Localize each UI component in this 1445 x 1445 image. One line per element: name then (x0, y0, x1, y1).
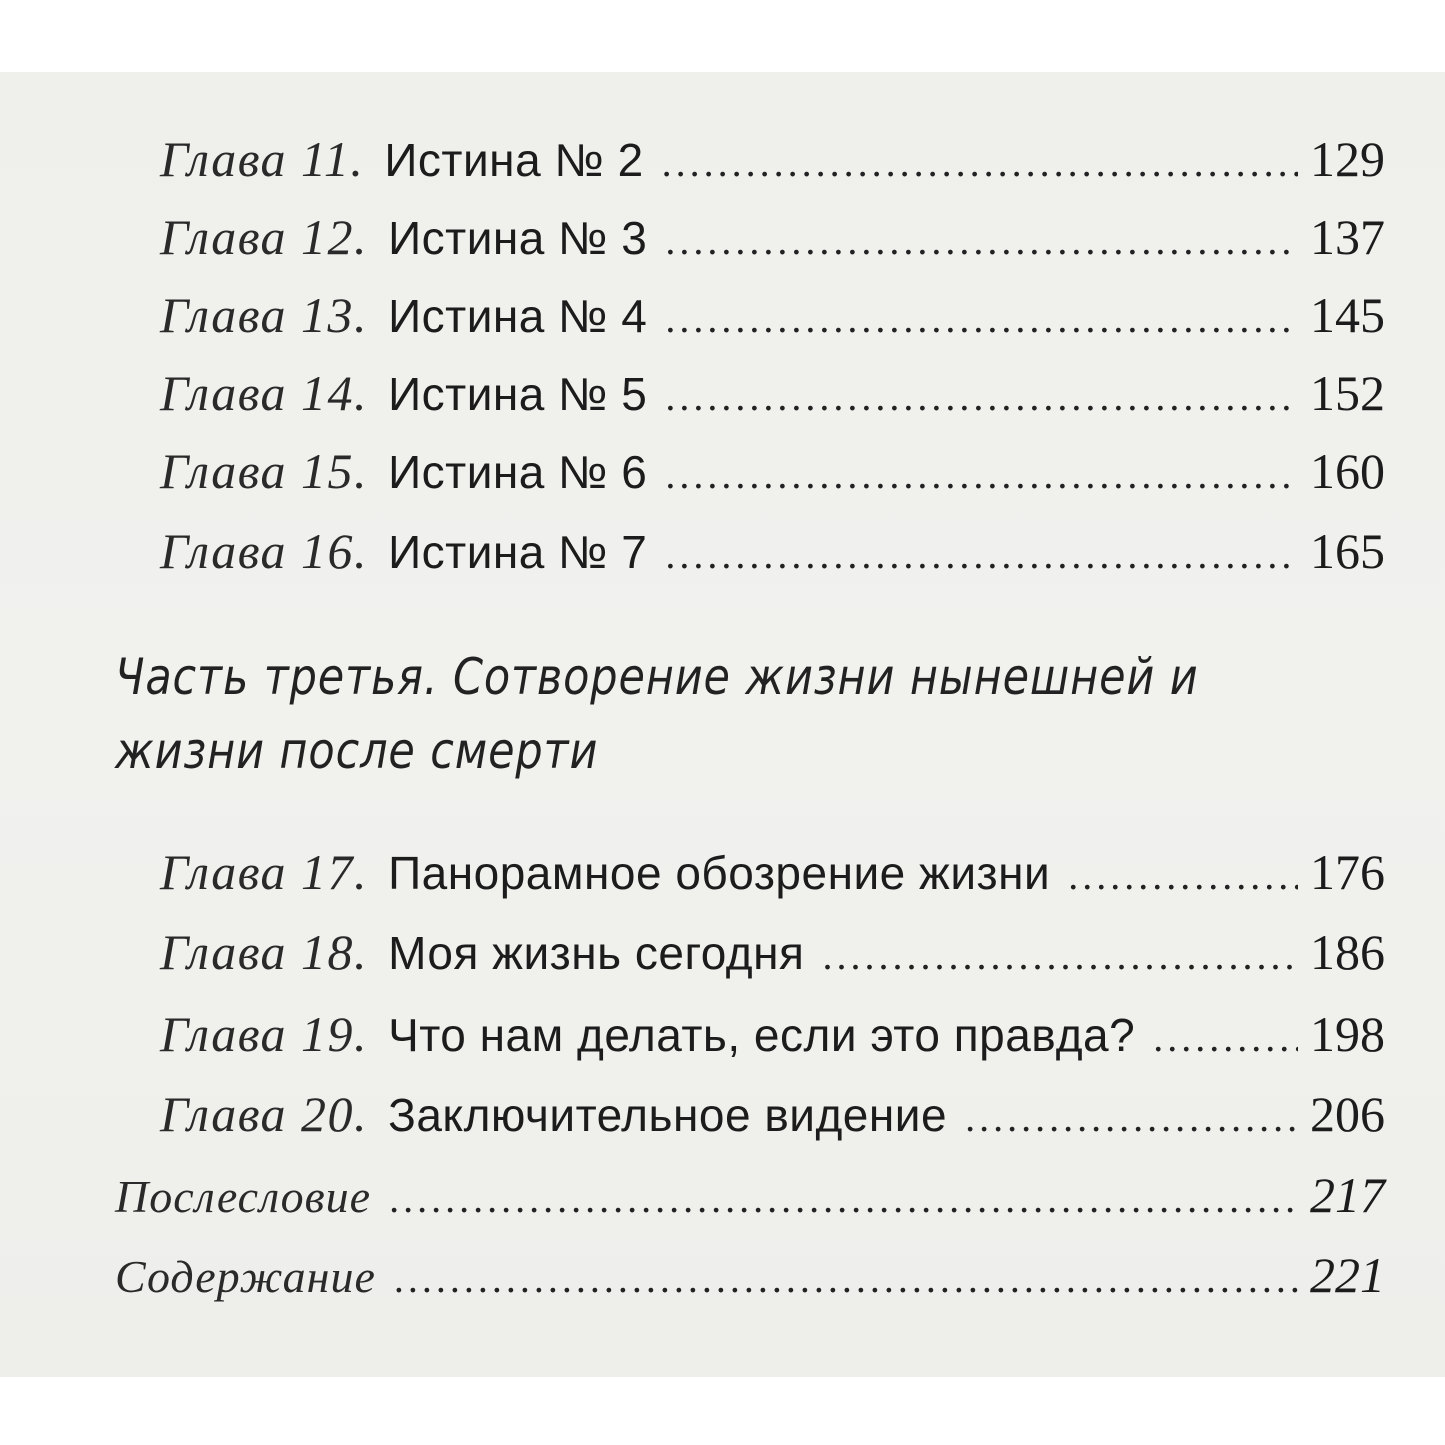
toc-entry-chapter-19 (160, 1004, 1385, 1068)
toc-entry-chapter-18 (160, 922, 1385, 986)
chapter-title: Панорамное обозрение жизни (388, 847, 1051, 899)
chapter-title: Истина № 7 (388, 526, 648, 578)
chapter-label: Глава 13. (160, 287, 369, 343)
chapter-title: Моя жизнь сегодня (388, 927, 805, 979)
chapter-title: Истина № 2 (384, 134, 644, 186)
toc-entry-chapter-20 (160, 1084, 1385, 1148)
dot-leader (665, 211, 1298, 271)
chapter-label: Глава 12. (160, 209, 369, 265)
dot-leader (1153, 1008, 1298, 1068)
toc-entry-contents (115, 1245, 1385, 1309)
page-number: 160 (1310, 443, 1385, 499)
chapter-label: Глава 19. (160, 1006, 369, 1062)
page-number: 206 (1310, 1086, 1385, 1142)
dot-leader (665, 525, 1298, 585)
page-number: 176 (1310, 844, 1385, 900)
page-number: 145 (1310, 287, 1385, 343)
part-three-heading (115, 640, 1216, 788)
chapter-label: Глава 17. (160, 844, 369, 900)
toc-entry-chapter-16 (160, 521, 1385, 585)
part-heading-line: Часть третья. Сотворение жизни нынешней и (115, 648, 1199, 706)
chapter-title: Что нам делать, если это правда? (388, 1009, 1136, 1061)
chapter-title: Истина № 4 (388, 290, 648, 342)
page-number: 198 (1310, 1006, 1385, 1062)
chapter-title: Истина № 6 (388, 446, 648, 498)
chapter-label: Глава 11. (160, 131, 365, 187)
book-page (0, 72, 1445, 1377)
toc-entry-chapter-15 (160, 441, 1385, 505)
dot-leader (665, 445, 1298, 505)
chapter-title: Заключительное видение (388, 1089, 948, 1141)
chapter-title: Истина № 3 (388, 212, 648, 264)
page-number: 165 (1310, 523, 1385, 579)
chapter-title: Истина № 5 (388, 368, 648, 420)
toc-entry-chapter-12 (160, 207, 1385, 271)
section-title: Содержание (115, 1251, 376, 1302)
page-number: 186 (1310, 924, 1385, 980)
toc-entry-afterword (115, 1165, 1385, 1229)
chapter-label: Глава 18. (160, 924, 369, 980)
dot-leader (665, 367, 1298, 427)
toc-entry-chapter-17 (160, 842, 1385, 906)
chapter-label: Глава 20. (160, 1086, 369, 1142)
page-number: 137 (1310, 209, 1385, 265)
part-heading-line: жизни после смерти (115, 722, 599, 780)
chapter-label: Глава 15. (160, 443, 369, 499)
toc-entry-chapter-13 (160, 285, 1385, 349)
dot-leader (965, 1088, 1298, 1148)
toc-entry-chapter-11 (160, 129, 1385, 193)
dot-leader (665, 289, 1298, 349)
page-number: 152 (1310, 365, 1385, 421)
dot-leader (662, 133, 1298, 193)
dot-leader (394, 1249, 1298, 1309)
chapter-label: Глава 16. (160, 523, 369, 579)
toc-entry-chapter-14 (160, 363, 1385, 427)
chapter-label: Глава 14. (160, 365, 369, 421)
dot-leader (822, 926, 1298, 986)
page-number: 129 (1310, 131, 1385, 187)
dot-leader (1068, 846, 1298, 906)
dot-leader (389, 1169, 1298, 1229)
page-number: 221 (1310, 1247, 1385, 1303)
section-title: Послесловие (115, 1171, 372, 1222)
page-number: 217 (1310, 1167, 1385, 1223)
